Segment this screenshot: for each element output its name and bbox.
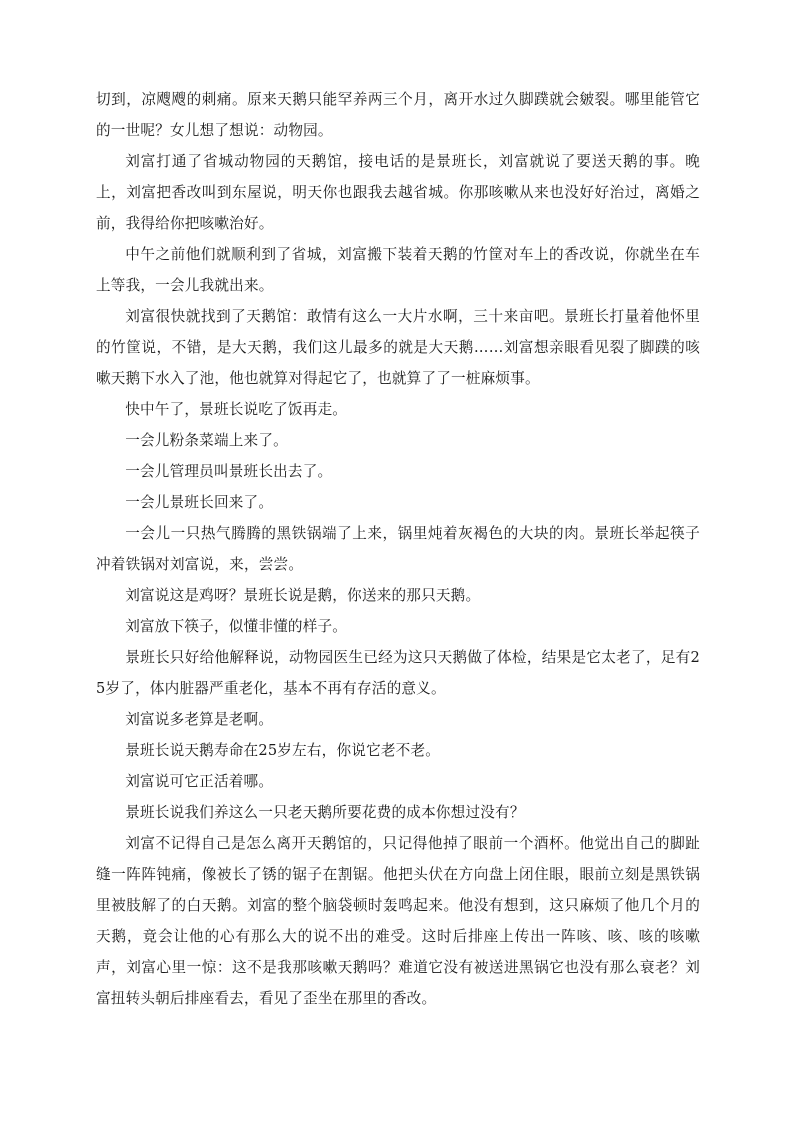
paragraph-3: 中午之前他们就顺利到了省城，刘富搬下装着天鹅的竹筐对车上的香改说，你就坐在车上等我，一会儿我就出来。 <box>96 246 700 294</box>
paragraph-2: 刘富打通了省城动物园的天鹅馆，接电话的是景班长，刘富就说了要送天鹅的事。晚上，刘富把香改叫到东屋说，明天你也跟我去越省城。你那咳嗽从来也没好好治过，离婚之前，我得给你把咳嗽治好。 <box>96 153 700 232</box>
paragraph-5: 快中午了，景班长说吃了饭再走。 <box>125 401 348 418</box>
paragraph-9: 一会儿一只热气腾腾的黑铁锅端了上来，锅里炖着灰褐色的大块的肉。景班长举起筷子冲着铁锅对刘富说，来，尝尝。 <box>96 525 700 573</box>
paragraph-14: 景班长说天鹅寿命在25岁左右，你说它老不老。 <box>125 742 441 759</box>
paragraph-7: 一会儿管理员叫景班长出去了。 <box>125 463 333 480</box>
paragraph-13: 刘富说多老算是老啊。 <box>125 711 274 728</box>
paragraph-16: 景班长说我们养这么一只老天鹅所要花费的成本你想过没有？ <box>125 804 525 821</box>
paragraph-6: 一会儿粉条菜端上来了。 <box>125 432 288 449</box>
paragraph-12: 景班长只好给他解释说，动物园医生已经为这只天鹅做了体检，结果是它太老了，足有25岁了，体内脏器严重老化，基本不再有存活的意义。 <box>96 649 700 697</box>
paragraph-4: 刘富很快就找到了天鹅馆：敢情有这么一大片水啊，三十来亩吧。景班长打量着他怀里的竹筐说，不错，是大天鹅，我们这儿最多的就是大天鹅……刘富想亲眼看见裂了脚蹼的咳嗽天鹅下水入了池，他也就算对得起它了，也就算了了一桩麻烦事。 <box>96 308 700 387</box>
paragraph-1: 切到，凉飕飕的刺痛。原来天鹅只能罕养两三个月，离开水过久脚蹼就会皴裂。哪里能管它的一世呢？女儿想了想说：动物园。 <box>96 91 700 139</box>
paragraph-15: 刘富说可它正活着哪。 <box>125 773 274 790</box>
paragraph-11: 刘富放下筷子，似懂非懂的样子。 <box>125 618 348 635</box>
document-page <box>96 84 700 1014</box>
paragraph-8: 一会儿景班长回来了。 <box>125 494 274 511</box>
paragraph-17: 刘富不记得自己是怎么离开天鹅馆的，只记得他掉了眼前一个酒杯。他觉出自己的脚趾缝一阵阵钝痛，像被长了锈的锯子在割锯。他把头伏在方向盘上闭住眼，眼前立刻是黑铁锅里被肢解了的白天鹅。刘富的整个脑袋顿时轰鸣起来。他没有想到，这只麻烦了他几个月的天鹅，竟会让他的心有那么大的说不出的难受。这时后排座上传出一阵咳、咳、咳的咳嗽声，刘富心里一惊：这不是我那咳嗽天鹅吗？难道它没有被送进黑锅它也没有那么衰老？刘富扭转头朝后排座看去，看见了歪坐在那里的香改。 <box>96 835 700 1007</box>
paragraph-10: 刘富说这是鸡呀？景班长说是鹅，你送来的那只天鹅。 <box>125 587 481 604</box>
